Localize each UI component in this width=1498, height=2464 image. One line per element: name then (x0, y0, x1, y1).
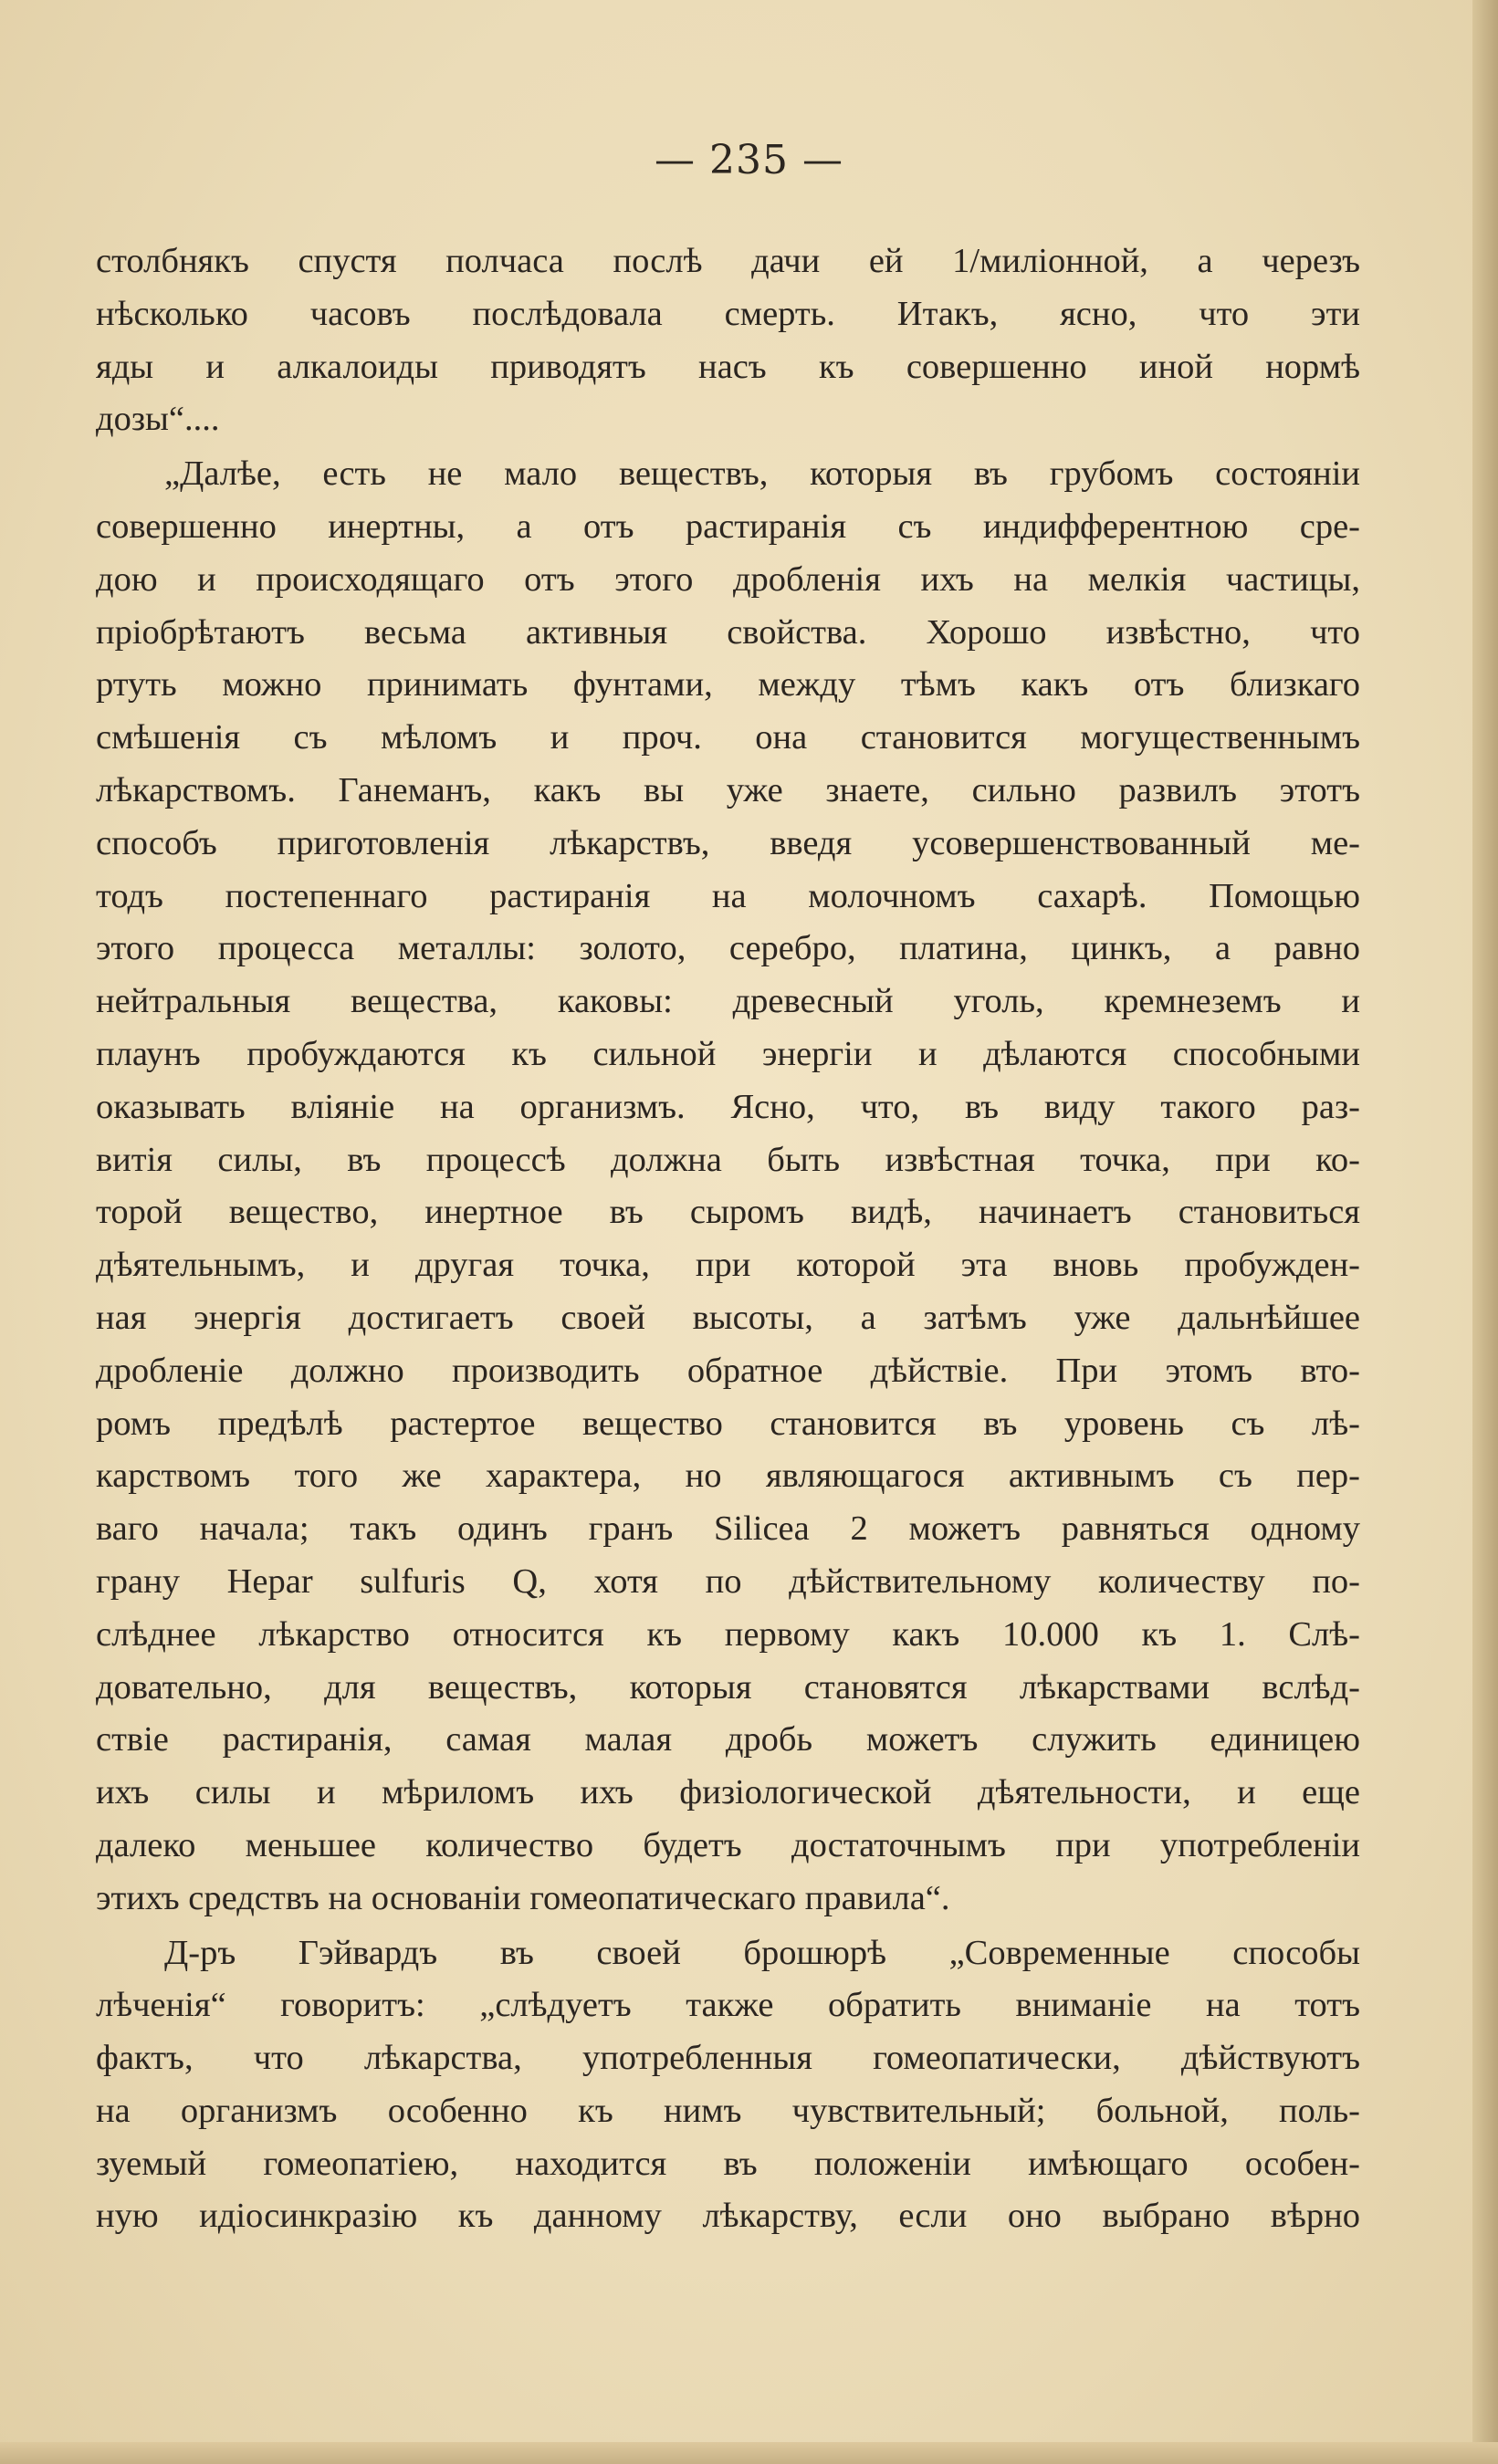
page-number: — 235 — (655, 137, 843, 183)
text-line: этого процесса металлы: золото, серебро, платина, цинкъ, а равно (96, 929, 1360, 968)
text-line: ствіе растиранія, самая малая дробь можетъ служить единицею (96, 1720, 1360, 1759)
paragraph-3 (96, 1927, 1360, 2244)
text-line: зуемый гомеопатіею, находится въ положеніи имѣющаго особен- (96, 2144, 1360, 2183)
body-text (96, 235, 1360, 2245)
text-line: „Далѣе, есть не мало веществъ, которыя въ грубомъ состояніи (164, 454, 1360, 494)
text-line: на организмъ особенно къ нимъ чувствительный; больной, поль- (96, 2091, 1360, 2130)
text-line: лѣченія“ говоритъ: „слѣдуетъ также обратить вниманіе на тотъ (96, 1986, 1360, 2025)
text-line: пріобрѣтаютъ весьма активныя свойства. Хорошо извѣстно, что (96, 612, 1360, 652)
text-line: ваго начала; такъ одинъ гранъ Silicea 2 можетъ равняться одному (96, 1509, 1360, 1549)
text-line: этихъ средствъ на основаніи гомеопатическаго правила“. (96, 1878, 950, 1917)
text-line: яды и алкалоиды приводятъ насъ къ совершенно иной нормѣ (96, 347, 1360, 386)
text-line: дозы“.... (96, 400, 220, 439)
text-line: торой вещество, инертное въ сыромъ видѣ, начинаетъ становиться (96, 1193, 1360, 1232)
text-line: карствомъ того же характера, но являющагося активнымъ съ пер- (96, 1456, 1360, 1496)
text-line: смѣшенія съ мѣломъ и проч. она становится могущественнымъ (96, 718, 1360, 757)
text-line: ная энергія достигаетъ своей высоты, а затѣмъ уже дальнѣйшее (96, 1298, 1360, 1337)
text-line: ртуть можно принимать фунтами, между тѣмъ какъ отъ близкаго (96, 665, 1360, 705)
text-line: Д-ръ Гэйвардъ въ своей брошюрѣ „Современные способы (164, 1933, 1360, 1972)
text-line: грану Hepar sulfuris Q, хотя по дѣйствительному количеству по- (96, 1561, 1360, 1601)
text-line: довательно, для веществъ, которыя становятся лѣкарствами вслѣд- (96, 1667, 1360, 1707)
text-line: лѣкарствомъ. Ганеманъ, какъ вы уже знаете, сильно развилъ этотъ (96, 770, 1360, 809)
text-line: плаунъ пробуждаются къ сильной энергіи и дѣлаются способными (96, 1034, 1360, 1073)
text-line: ромъ предѣлѣ растертое вещество становится въ уровень съ лѣ- (96, 1404, 1360, 1443)
page-edge-right (1472, 0, 1498, 2464)
text-line: совершенно инертны, а отъ растиранія съ индифферентною сре- (96, 506, 1360, 546)
text-line: столбнякъ спустя полчаса послѣ дачи ей 1/миліонной, а черезъ (96, 242, 1360, 280)
text-line: нейтральныя вещества, каковы: древесный уголь, кремнеземъ и (96, 982, 1360, 1021)
page-edge-bottom (0, 2442, 1498, 2464)
text-line: ихъ силы и мѣриломъ ихъ физіологической дѣятельности, и еще (96, 1773, 1360, 1812)
text-line: способъ приготовленія лѣкарствъ, введя усовершенствованный ме- (96, 823, 1360, 862)
text-line: фактъ, что лѣкарства, употребленныя гомеопатически, дѣйствуютъ (96, 2039, 1360, 2078)
text-line: дробленіе должно производить обратное дѣйствіе. При этомъ вто- (96, 1351, 1360, 1390)
paragraph-1 (96, 235, 1360, 446)
text-line: далеко меньшее количество будетъ достаточнымъ при употребленіи (96, 1825, 1360, 1864)
text-line: ную идіосинкразію къ данному лѣкарству, если оно выбрано вѣрно (96, 2197, 1360, 2236)
text-line: оказывать вліяніе на организмъ. Ясно, что, въ виду такого раз- (96, 1087, 1360, 1126)
text-line: слѣднее лѣкарство относится къ первому какъ 10.000 къ 1. Слѣ- (96, 1614, 1360, 1654)
text-line: тодъ постепеннаго растиранія на молочномъ сахарѣ. Помощью (96, 876, 1360, 915)
text-line: витія силы, въ процессѣ должна быть извѣстная точка, при ко- (96, 1140, 1360, 1179)
text-line: дѣятельнымъ, и другая точка, при которой эта вновь пробужден- (96, 1246, 1360, 1285)
paragraph-2 (96, 448, 1360, 1925)
text-line: дою и происходящаго отъ этого дробленія ихъ на мелкія частицы, (96, 559, 1360, 599)
text-line: нѣсколько часовъ послѣдовала смерть. Итакъ, ясно, что эти (96, 294, 1360, 333)
